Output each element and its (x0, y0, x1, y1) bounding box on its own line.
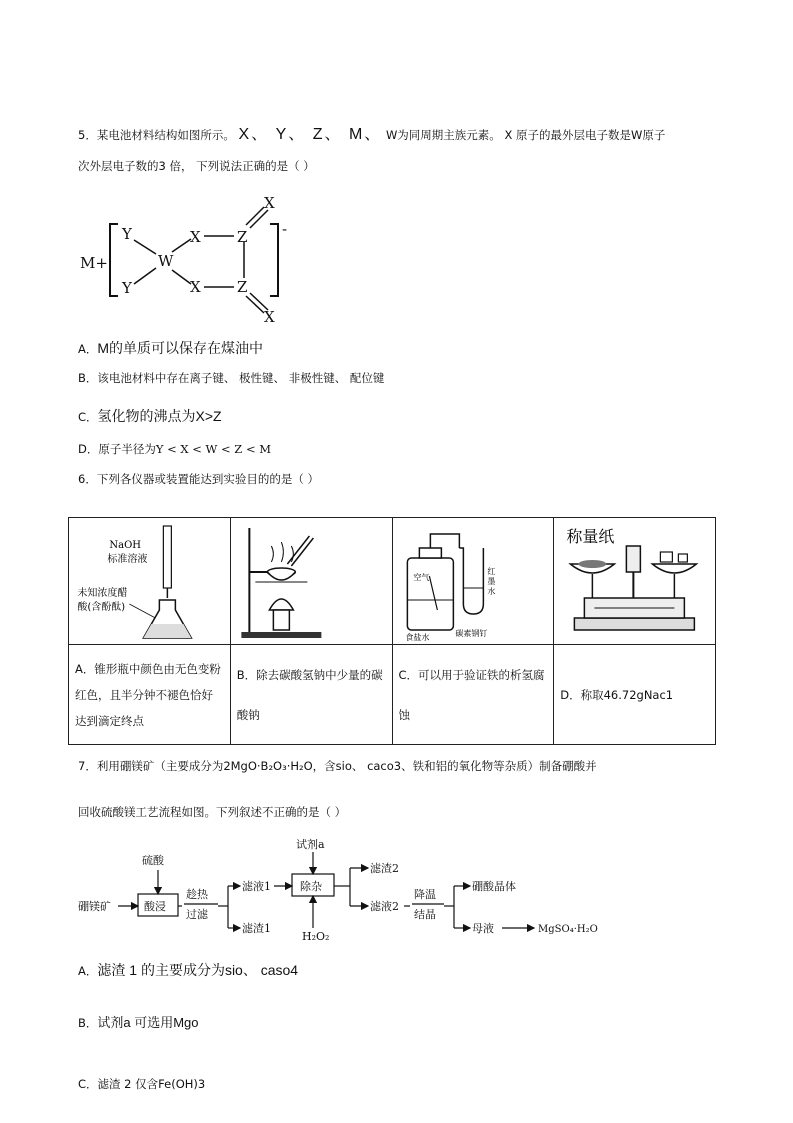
q5-option-c (78, 408, 222, 425)
q6-option-c (392, 645, 554, 745)
flow-residue-1: 滤渣1 (242, 922, 271, 935)
q7-option-b-key: B． (78, 1016, 98, 1030)
flow-mother-liquor: 母液 (472, 922, 494, 935)
titration-apparatus-icon (69, 518, 230, 644)
unknown-acid-label-2: 酸(含酚酞) (77, 602, 126, 613)
q7-option-c (78, 1076, 205, 1092)
flow-cool-2: 结晶 (414, 908, 436, 921)
naoh-label: NaOH (109, 540, 142, 551)
q5-option-d (78, 441, 271, 457)
corrosion-apparatus-icon (393, 518, 554, 644)
q6-option-b-key: B． (236, 667, 257, 682)
q6-option-d-key: D． (560, 687, 581, 702)
q5-atom-y1: Y (122, 225, 132, 243)
q7-option-b (78, 1015, 199, 1031)
q6-option-c-key: C． (398, 667, 419, 682)
q5-structure-figure (78, 192, 308, 324)
flow-leach: 酸浸 (144, 900, 166, 913)
q5-option-c-text: 氢化物的沸点为X>Z (97, 408, 222, 424)
q6-option-d-text: 称取46.72gNac1 (580, 687, 674, 702)
q5-stem-a: 5．某电池材料结构如图所示。 (78, 128, 235, 142)
q7-option-b-text: 试剂a 可选用Mgo (97, 1015, 199, 1030)
q5-atom-z2: Z (237, 278, 248, 296)
q6-image-d (554, 518, 716, 645)
flow-product: MgSO₄·H₂O (538, 924, 598, 935)
q6-option-a-text: 锥形瓶中颜色由无色变粉红色，且半分钟不褪色恰好达到滴定终点 (75, 661, 221, 728)
q6-option-b-text: 除去碳酸氢钠中少量的碳酸钠 (236, 667, 383, 722)
q6-option-d (554, 645, 716, 745)
weighing-paper-label: 称量纸 (566, 527, 615, 546)
q6-option-a-key: A． (75, 661, 95, 676)
flow-filtrate-1: 滤液1 (242, 880, 271, 893)
carbon-nail-label: 碳素钢钉 (454, 629, 487, 638)
q5-option-b-text: 该电池材料中存在离子键、 极性键、 非极性键、 配位键 (97, 371, 385, 385)
q7-stem-line2: 回收硫酸镁工艺流程如图。下列叙述不正确的是（ ） (78, 805, 347, 819)
q7-option-a-key: A． (78, 964, 98, 978)
q5-stem-c: X 原子的最外层电子数是W原子 (504, 128, 666, 142)
q6-option-c-text: 可以用于验证铁的析氢腐蚀 (398, 667, 545, 722)
q5-stem-line2: 次外层电子数的3 倍， 下列说法正确的是（ ） (78, 159, 315, 173)
flow-boric-acid: 硼酸晶体 (472, 880, 516, 893)
q5-atom-x1: X (190, 228, 201, 246)
flow-filtrate-2: 滤液2 (370, 900, 399, 913)
q5-m-label: M+ (80, 254, 108, 272)
q5-atom-x4: X (264, 308, 275, 324)
q7-stem-line1: 7．利用硼镁矿（主要成分为2MgO·B₂O₃·H₂O，含sio、 caco3、铁和铝的氧化物等杂质）制备硼酸并 (78, 759, 597, 773)
q5-atom-x2: X (190, 278, 201, 296)
flow-hot-2: 过滤 (186, 908, 208, 921)
flow-cool-1: 降温 (414, 888, 436, 901)
q5-option-a-key: A． (78, 342, 98, 356)
air-label: 空气 (412, 573, 429, 582)
q5-option-d-key: D． (78, 442, 99, 456)
flow-residue-2: 滤渣2 (370, 862, 399, 875)
flow-hot-1: 趁热 (186, 888, 208, 901)
q6-options-table (68, 517, 716, 745)
red-ink-label-3: 水 (486, 587, 495, 596)
q5-option-c-key: C． (78, 410, 98, 424)
unknown-acid-label-1: 未知浓度醋 (77, 588, 128, 599)
q5-charge: - (282, 220, 288, 238)
q5-option-b (78, 370, 384, 386)
q6-option-a (69, 645, 231, 745)
salt-water-label: 食盐水 (404, 633, 429, 642)
q7-option-c-key: C． (78, 1077, 98, 1091)
q5-stem-vars: X、 Y、 Z、 M、 (238, 126, 383, 143)
q7-option-c-text: 滤渣 2 仅含Fe(OH)3 (97, 1077, 206, 1091)
q5-option-a-text: M的单质可以保存在煤油中 (97, 340, 264, 356)
heating-apparatus-icon (231, 518, 392, 644)
flow-h2o2: H₂O₂ (302, 930, 330, 943)
flow-sulfuric: 硫酸 (142, 854, 164, 867)
q5-stem-b: W为同周期主族元素。 (385, 128, 501, 142)
q5-option-b-key: B． (78, 371, 98, 385)
q6-image-c (392, 518, 554, 645)
q5-atom-x3: X (264, 194, 275, 212)
q7-option-a-text: 滤渣 1 的主要成分为sio、 caso4 (97, 962, 299, 978)
red-ink-label-1: 红 (486, 567, 495, 576)
q5-option-a (78, 340, 263, 357)
standard-solution-label: 标准溶液 (107, 554, 148, 565)
q5-option-d-text: 原子半径为Y < X < W < Z < M (98, 442, 272, 456)
q7-flow-diagram (78, 836, 608, 946)
q6-image-a (69, 518, 231, 645)
flow-purify: 除杂 (300, 880, 322, 893)
flow-ore: 硼镁矿 (78, 900, 111, 913)
red-ink-label-2: 墨 (486, 577, 495, 586)
balance-scale-icon (554, 518, 715, 644)
q5-stem-line1 (78, 127, 665, 143)
q5-atom-w: W (158, 252, 174, 270)
q6-option-b (230, 645, 392, 745)
q5-atom-z1: Z (237, 228, 248, 246)
flow-reagent-a: 试剂a (296, 838, 325, 851)
q6-stem: 6．下列各仪器或装置能达到实验目的的是（ ） (78, 472, 319, 486)
q6-image-b (230, 518, 392, 645)
q7-option-a (78, 962, 298, 979)
q5-atom-y2: Y (122, 279, 132, 297)
